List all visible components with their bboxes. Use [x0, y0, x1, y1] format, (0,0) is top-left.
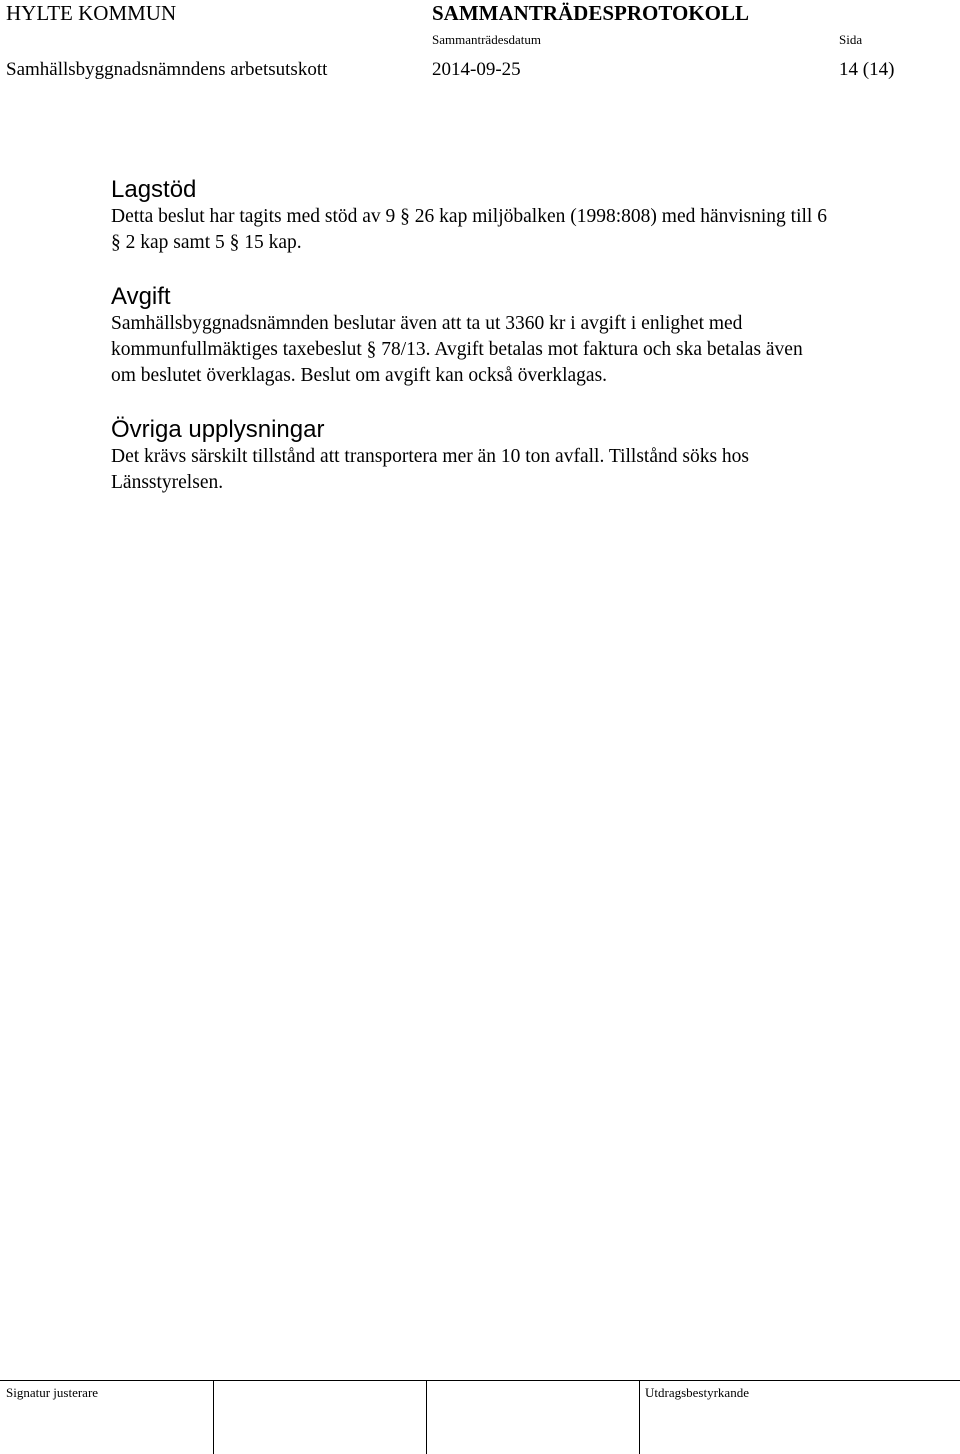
meeting-date-label: Sammanträdesdatum	[432, 32, 542, 47]
paragraph-line: Det krävs särskilt tillstånd att transportera mer än 10 ton avfall. Tillstånd söks hos	[111, 446, 749, 467]
section-heading: Avgift	[111, 283, 171, 310]
paragraph-line: om beslutet överklagas. Beslut om avgift kan också överklagas.	[111, 365, 608, 386]
section-ovriga-upplysningar	[111, 416, 941, 496]
committee-name: Samhällsbyggnadsnämndens arbetsutskott	[6, 59, 328, 80]
paragraph-line: Samhällsbyggnadsnämnden beslutar även att ta ut 3360 kr i avgift i enlighet med	[111, 313, 743, 334]
section-lagstod	[111, 176, 941, 256]
signatur-justerare-label: Signatur justerare	[6, 1385, 99, 1400]
signature-table-border	[0, 1380, 960, 1381]
section-avgift	[111, 283, 941, 389]
organization-name: HYLTE KOMMUN	[6, 1, 177, 25]
page-number: 14 (14)	[839, 59, 895, 80]
meeting-date: 2014-09-25	[432, 59, 521, 80]
section-heading: Lagstöd	[111, 176, 197, 203]
document-type: SAMMANTRÄDESPROTOKOLL	[432, 1, 749, 25]
signature-cell-divider	[639, 1380, 640, 1454]
signature-cell-divider	[213, 1380, 214, 1454]
paragraph-line: kommunfullmäktiges taxebeslut § 78/13. Avgift betalas mot faktura och ska betalas även	[111, 339, 803, 360]
section-heading: Övriga upplysningar	[111, 416, 325, 443]
paragraph-line: Detta beslut har tagits med stöd av 9 § 26 kap miljöbalken (1998:808) med hänvisning till 6	[111, 206, 827, 227]
page-label: Sida	[839, 32, 863, 47]
paragraph-line: § 2 kap samt 5 § 15 kap.	[111, 232, 302, 253]
paragraph-line: Länsstyrelsen.	[111, 472, 224, 493]
utdragsbestyrkande-label: Utdragsbestyrkande	[645, 1385, 749, 1400]
signature-cell-divider	[426, 1380, 427, 1454]
